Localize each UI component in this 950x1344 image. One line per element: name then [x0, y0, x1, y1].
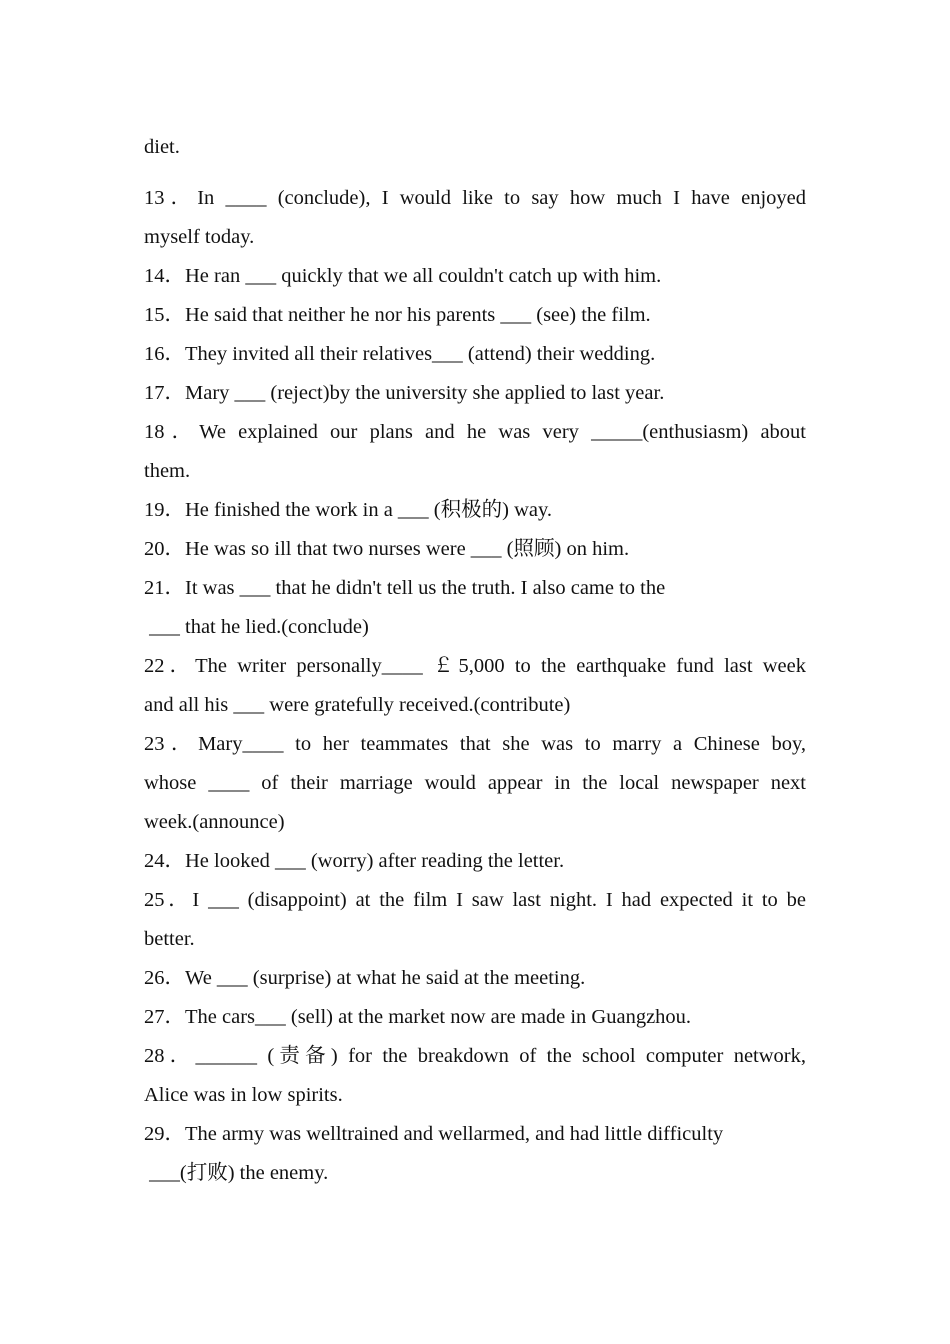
- question-number: 19．: [144, 499, 185, 521]
- question-item: [144, 998, 806, 1037]
- document-page: [144, 128, 806, 1193]
- question-text: The writer personally____ ￡5,000 to the earthquake fund last week: [195, 655, 806, 677]
- question-text: The cars___ (sell) at the market now are made in Guangzhou.: [185, 1006, 692, 1028]
- question-text: whose ____ of their marriage would appear in the local newspaper next: [144, 772, 806, 794]
- question-first-line: [144, 179, 806, 218]
- question-text: He said that neither he nor his parents ___ (see) the film.: [185, 304, 651, 326]
- question-first-line: [144, 257, 806, 296]
- question-item: [144, 296, 806, 335]
- question-continuation-line: [144, 920, 806, 959]
- question-continuation-line: [144, 686, 806, 725]
- question-first-line: [144, 374, 806, 413]
- question-item: [144, 530, 806, 569]
- question-continuation-line: [144, 608, 806, 647]
- question-text: We explained our plans and he was very _____(enthusiasm) about: [199, 421, 806, 443]
- question-first-line: [144, 569, 806, 608]
- question-list: [144, 179, 806, 1193]
- question-item: [144, 179, 806, 257]
- question-text: Mary ___ (reject)by the university she applied to last year.: [185, 382, 665, 404]
- question-item: [144, 1115, 806, 1193]
- question-text: It was ___ that he didn't tell us the truth. I also came to the: [185, 577, 666, 599]
- question-text: them.: [144, 460, 191, 482]
- question-text: We ___ (surprise) at what he said at the meeting.: [185, 967, 586, 989]
- question-text: and all his ___ were gratefully received.(contribute): [144, 694, 571, 716]
- question-number: 20．: [144, 538, 185, 560]
- question-continuation-line: [144, 218, 806, 257]
- question-first-line: [144, 647, 806, 686]
- question-text: better.: [144, 928, 195, 950]
- question-first-line: [144, 491, 806, 530]
- question-continuation-line: [144, 1076, 806, 1115]
- question-item: [144, 647, 806, 725]
- question-item: [144, 569, 806, 647]
- question-text: He was so ill that two nurses were ___ (照顾) on him.: [185, 538, 630, 560]
- question-number: 24．: [144, 850, 185, 872]
- question-number: 28．: [144, 1045, 196, 1067]
- question-number: 21．: [144, 577, 185, 599]
- question-number: 25．: [144, 889, 193, 911]
- question-first-line: [144, 959, 806, 998]
- question-text: In ____ (conclude), I would like to say how much I have enjoyed: [197, 187, 807, 209]
- question-continuation-line: [144, 764, 806, 803]
- lead-in-text: diet.: [144, 136, 180, 158]
- question-first-line: [144, 413, 806, 452]
- question-item: [144, 725, 806, 842]
- question-continuation-line: [144, 803, 806, 842]
- question-number: 18．: [144, 421, 200, 443]
- question-text: I ___ (disappoint) at the film I saw last night. I had expected it to be: [192, 889, 806, 911]
- question-item: [144, 881, 806, 959]
- question-continuation-line: [144, 1154, 806, 1193]
- question-first-line: [144, 725, 806, 764]
- question-item: [144, 842, 806, 881]
- question-text: The army was welltrained and wellarmed, and had little difficulty: [185, 1123, 724, 1145]
- question-text: Alice was in low spirits.: [144, 1084, 343, 1106]
- question-number: 15．: [144, 304, 185, 326]
- question-number: 22．: [144, 655, 196, 677]
- question-first-line: [144, 530, 806, 569]
- question-text: He ran ___ quickly that we all couldn't catch up with him.: [185, 265, 662, 287]
- question-text: Mary____ to her teammates that she was to marry a Chinese boy,: [198, 733, 806, 755]
- question-text: ______ (责备) for the breakdown of the school computer network,: [195, 1045, 807, 1067]
- question-first-line: [144, 842, 806, 881]
- question-item: [144, 413, 806, 491]
- question-item: [144, 257, 806, 296]
- question-item: [144, 374, 806, 413]
- question-first-line: [144, 1037, 806, 1076]
- question-number: 26．: [144, 967, 185, 989]
- question-number: 23．: [144, 733, 199, 755]
- question-number: 29．: [144, 1123, 185, 1145]
- question-item: [144, 959, 806, 998]
- question-item: [144, 335, 806, 374]
- question-first-line: [144, 1115, 806, 1154]
- question-item: [144, 491, 806, 530]
- question-number: 17．: [144, 382, 185, 404]
- question-text: They invited all their relatives___ (attend) their wedding.: [185, 343, 656, 365]
- question-number: 16．: [144, 343, 185, 365]
- question-number: 27．: [144, 1006, 185, 1028]
- question-number: 13．: [144, 187, 198, 209]
- question-item: [144, 1037, 806, 1115]
- question-text: myself today.: [144, 226, 255, 248]
- question-text: ___ that he lied.(conclude): [144, 616, 369, 638]
- question-number: 14．: [144, 265, 185, 287]
- question-first-line: [144, 335, 806, 374]
- question-first-line: [144, 998, 806, 1037]
- question-text: He finished the work in a ___ (积极的) way.: [185, 499, 553, 521]
- question-first-line: [144, 296, 806, 335]
- question-text: week.(announce): [144, 811, 285, 833]
- question-text: ___(打败) the enemy.: [144, 1162, 329, 1184]
- question-first-line: [144, 881, 806, 920]
- question-continuation-line: [144, 452, 806, 491]
- question-text: He looked ___ (worry) after reading the letter.: [185, 850, 565, 872]
